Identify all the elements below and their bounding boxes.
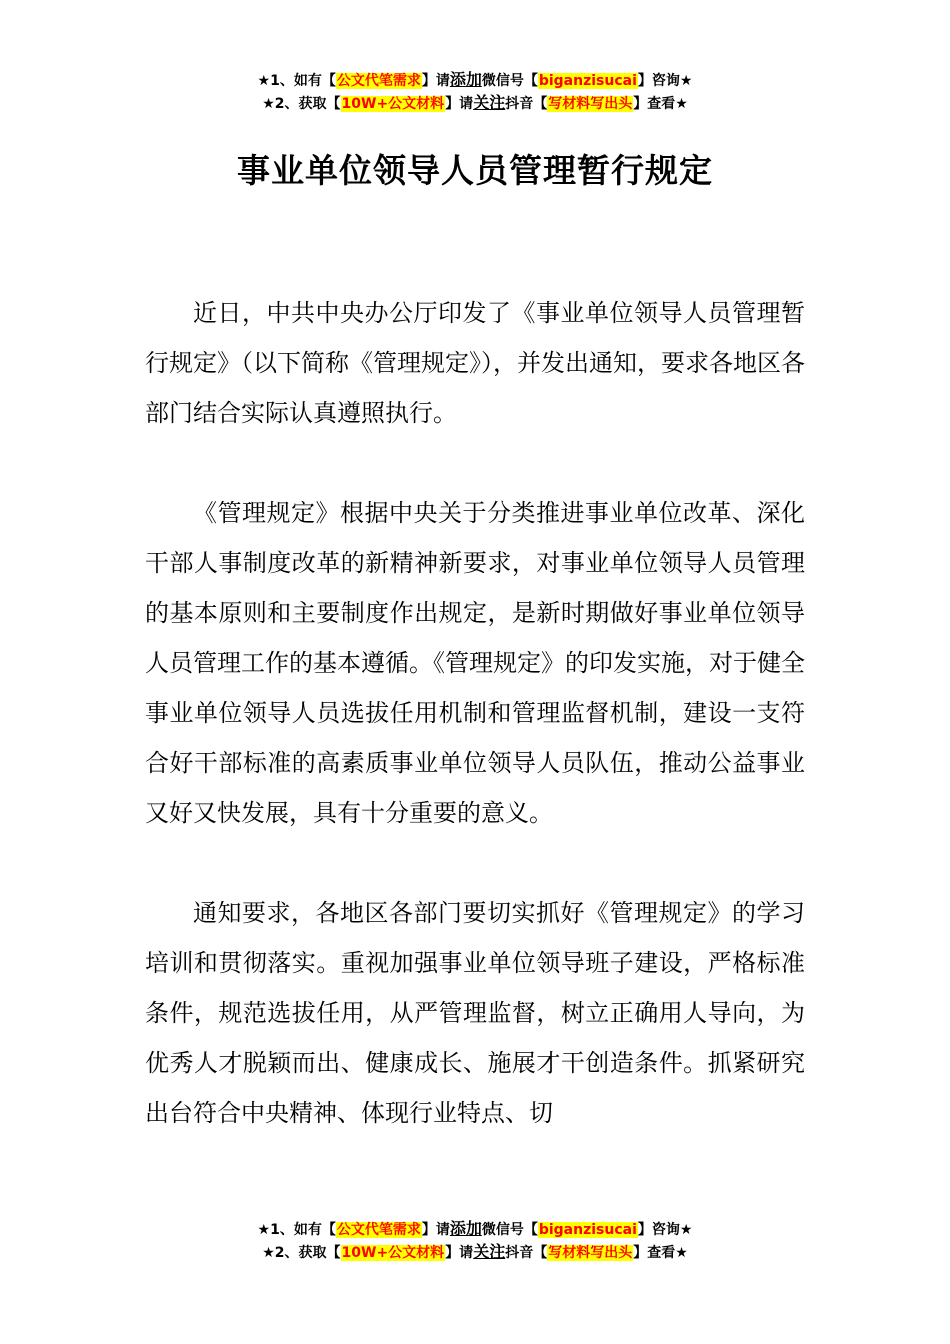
banner-wechat-id: biganzisucai: [538, 1222, 637, 1238]
banner-highlight: 公文代笔需求: [336, 1222, 421, 1238]
banner-highlight: 10W+公文材料: [341, 96, 445, 112]
banner-highlight: 10W+公文材料: [341, 1245, 445, 1261]
document-title: 事业单位领导人员管理暂行规定: [237, 151, 713, 190]
banner-line-1: ★1、如有【公文代笔需求】请添加微信号【biganzisucai】咨询★: [257, 70, 693, 89]
banner-highlight: 公文代笔需求: [336, 73, 421, 89]
banner-wechat-id: biganzisucai: [538, 73, 637, 89]
paragraph: 通知要求，各地区各部门要切实抓好《管理规定》的学习培训和贯彻落实。重视加强事业单位领导班子建设，严格标准条件，规范选拔任用，从严管理监督，树立正确用人导向，为优秀人才脱颖而出、健康成长、施展才干创造条件。抓紧研究出台符合中央精神、体现行业特点、切: [145, 899, 805, 1127]
paragraph: 《管理规定》根据中央关于分类推进事业单位改革、深化干部人事制度改革的新精神新要求，对事业单位领导人员管理的基本原则和主要制度作出规定，是新时期做好事业单位领导人员管理工作的基本遵循。《管理规定》的印发实施，对于健全事业单位领导人员选拔任用机制和管理监督机制，建设一支符合好干部标准的高素质事业单位领导人员队伍，推动公益事业又好又快发展，具有十分重要的意义。: [145, 499, 805, 827]
header-banner: [0, 69, 950, 115]
paragraph: 近日，中共中央办公厅印发了《事业单位领导人员管理暂行规定》（以下简称《管理规定》），并发出通知，要求各地区各部门结合实际认真遵照执行。: [145, 299, 805, 427]
banner-line-2: ★2、获取【10W+公文材料】请关注抖音【写材料写出头】查看★: [262, 93, 688, 112]
footer-banner: [0, 1218, 950, 1264]
banner-line-2: ★2、获取【10W+公文材料】请关注抖音【写材料写出头】查看★: [262, 1242, 688, 1261]
document-body: [145, 288, 805, 1138]
banner-douyin-id: 写材料写出头: [548, 1245, 633, 1261]
banner-line-1: ★1、如有【公文代笔需求】请添加微信号【biganzisucai】咨询★: [257, 1219, 693, 1238]
banner-douyin-id: 写材料写出头: [548, 96, 633, 112]
